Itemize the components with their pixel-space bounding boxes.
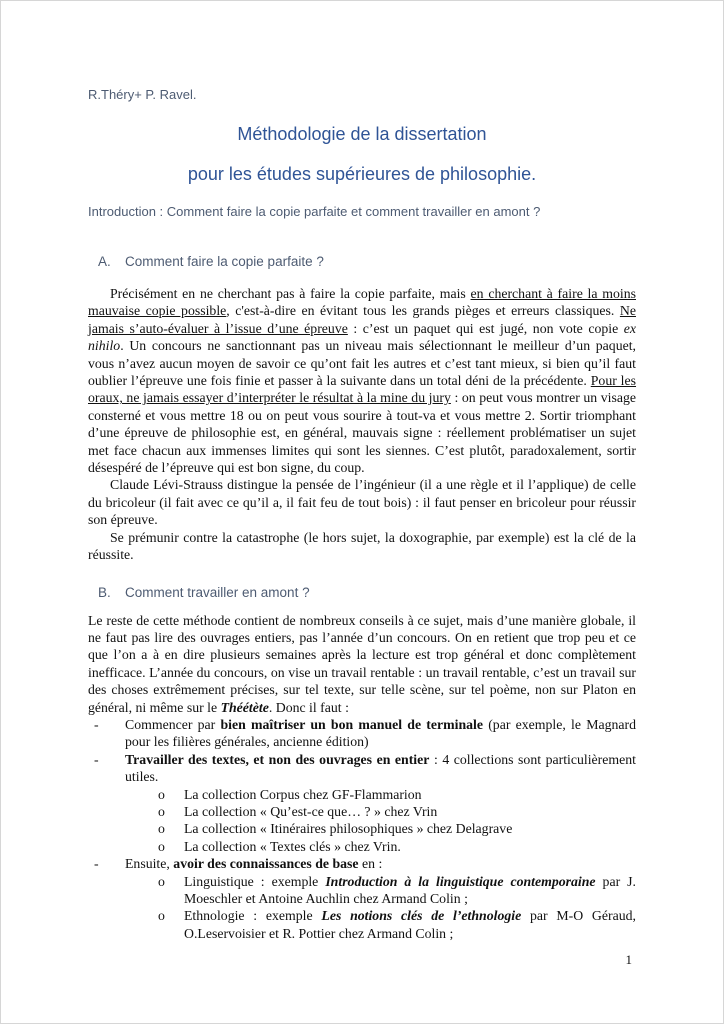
bullet-marker: o: [158, 873, 165, 889]
text-run: La collection Corpus chez GF-Flammarion: [184, 786, 422, 802]
section-title-a: Comment faire la copie parfaite ?: [125, 254, 324, 269]
text-run: Ensuite,: [125, 856, 174, 872]
text-run: Les notions clés de l’ethnologie: [321, 908, 522, 924]
bullet-list: [88, 716, 636, 942]
paragraph-travail-amont: [88, 612, 636, 716]
text-run: ex nihilo: [88, 320, 636, 354]
text-run: Commencer par: [125, 716, 221, 732]
text-run: Ne jamais s’auto-évaluer à l’issue d’une épreuve: [88, 303, 636, 336]
list-item-text: [184, 907, 636, 942]
text-run: . Un concours ne sanctionnant pas un niveau mais sélectionnant le meilleur d’un paquet, vous n’avez aucun moyen de savoir ce qu’ont fait les autres et c’est tant mieux, si bien qu’il faut oublier l’épreuve une fois finie et passer à la suivante dans un total déni de la précédente.: [88, 338, 636, 389]
list-item-text: [184, 786, 636, 803]
list-item: [88, 838, 636, 855]
section-heading-b: [88, 584, 636, 601]
text-run: Se prémunir contre la catastrophe (le hors sujet, la doxographie, par exemple) est la clé de la réussite.: [88, 529, 636, 563]
list-item-text: [184, 803, 636, 820]
text-run: , c'est-à-dire en évitant tous les grands pièges et erreurs classiques.: [226, 303, 620, 319]
text-run: en cherchant à faire la moins mauvaise copie possible: [88, 286, 636, 319]
list-item-text: [184, 873, 636, 908]
list-item-text: [125, 855, 636, 872]
list-item-text: [184, 838, 636, 855]
text-run: Ethnologie : exemple: [184, 908, 322, 924]
text-run: Introduction à la linguistique contemporaine: [325, 873, 596, 889]
list-item-text: [125, 716, 636, 751]
text-run: par J. Moeschler et Antoine Auchlin chez Armand Colin ;: [184, 873, 636, 906]
text-run: : c’est un paquet qui est jugé, non vote copie: [347, 320, 624, 336]
paragraph-se-premunir: [88, 529, 636, 564]
section-heading-a: [88, 253, 636, 270]
bullet-marker: o: [158, 803, 165, 819]
bullet-marker: -: [94, 856, 99, 872]
text-run: Linguistique : exemple: [184, 873, 326, 889]
document-title-line2: pour les études supérieures de philosophie.: [187, 164, 537, 184]
list-item-text: [184, 820, 636, 837]
text-run: avoir des connaissances de base: [173, 856, 359, 872]
bullet-marker: o: [158, 908, 165, 924]
text-run: : on peut vous montrer un visage consterné et vous mettre 18 ou on peut vous sourire à tout-va et vous mettre 2. Sortir triomphant d’une épreuve de philosophie est, en général, mauvais signe : réellement problématiser un sujet met face chacun aux immenses limites qui sont les siennes. C’est plutôt, paradoxalement, sortir désespéré de l’épreuve qui est bon signe, du coup.: [88, 390, 636, 476]
text-run: Pour les oraux, ne jamais essayer d’interpréter le résultat à la mine du jury: [88, 373, 637, 406]
list-item: [88, 803, 636, 820]
bullet-marker: -: [94, 751, 99, 767]
text-run: bien maîtriser un bon manuel de terminale: [220, 716, 483, 732]
bullet-marker: o: [158, 821, 165, 837]
text-run: Travailler des textes, et non des ouvrages en entier: [125, 751, 430, 767]
text-run: (par exemple, le Magnard pour les filières générales, ancienne édition): [125, 716, 637, 750]
paragraph-levi-strauss: [88, 476, 636, 528]
text-run: La collection « Itinéraires philosophiques » chez Delagrave: [184, 821, 513, 837]
bullet-marker: -: [94, 716, 99, 732]
introduction-line: Introduction : Comment faire la copie parfaite et comment travailler en amont ?: [88, 204, 541, 219]
list-item-text: [125, 751, 636, 786]
text-run: Claude Lévi-Strauss distingue la pensée de l’ingénieur (il a une règle et il l’applique) de celle du bricoleur (il fait avec ce qu’il a, il fait feu de tout bois) : il faut penser en bricoleur pour réussir son épreuve.: [88, 477, 636, 528]
list-item: [88, 873, 636, 908]
section-label-b: B.: [98, 584, 111, 600]
text-run: en :: [358, 856, 383, 872]
section-title-b: Comment travailler en amont ?: [125, 584, 310, 600]
list-item: [88, 786, 636, 803]
text-run: La collection « Textes clés » chez Vrin.: [184, 838, 401, 854]
bullet-marker: o: [158, 838, 165, 854]
text-run: La collection « Qu’est-ce que… ? » chez Vrin: [184, 803, 438, 819]
text-run: par M-O Géraud, O.Leservoisier et R. Pottier chez Armand Colin ;: [184, 908, 636, 941]
list-item: [88, 751, 636, 786]
text-run: Théétète: [220, 699, 269, 715]
text-run: Précisément en ne cherchant pas à faire la copie parfaite, mais: [110, 286, 471, 301]
text-run: Le reste de cette méthode contient de nombreux conseils à ce sujet, mais d’une manière globale, il ne faut pas lire des ouvrages entiers, pas l’année d’un concours. On en retient que trop peu et ce que l’on a à en dire plusieurs semaines après la lecture est trop général et donc complètement inefficace. L’année du concours, on vise un travail rentable : un travail rentable, c’est un travail sur des choses extrêmement précises, sur tel texte, sur telle scène, sur tel poème, non sur Platon en général, ni même sur le: [88, 612, 636, 715]
list-item: [88, 907, 636, 942]
text-run: . Donc il faut :: [268, 699, 349, 715]
document-title-line1: Méthodologie de la dissertation: [237, 124, 487, 144]
text-run: : 4 collections sont particulièrement utiles.: [125, 751, 636, 785]
paragraph-copie-parfaite: [88, 285, 636, 476]
bullet-marker: o: [158, 786, 165, 802]
section-label-a: A.: [98, 254, 111, 269]
list-item: [88, 716, 636, 751]
author-line: R.Théry+ P. Ravel.: [88, 87, 197, 102]
page-number: 1: [625, 952, 632, 967]
list-item: [88, 820, 636, 837]
list-item: [88, 855, 636, 872]
